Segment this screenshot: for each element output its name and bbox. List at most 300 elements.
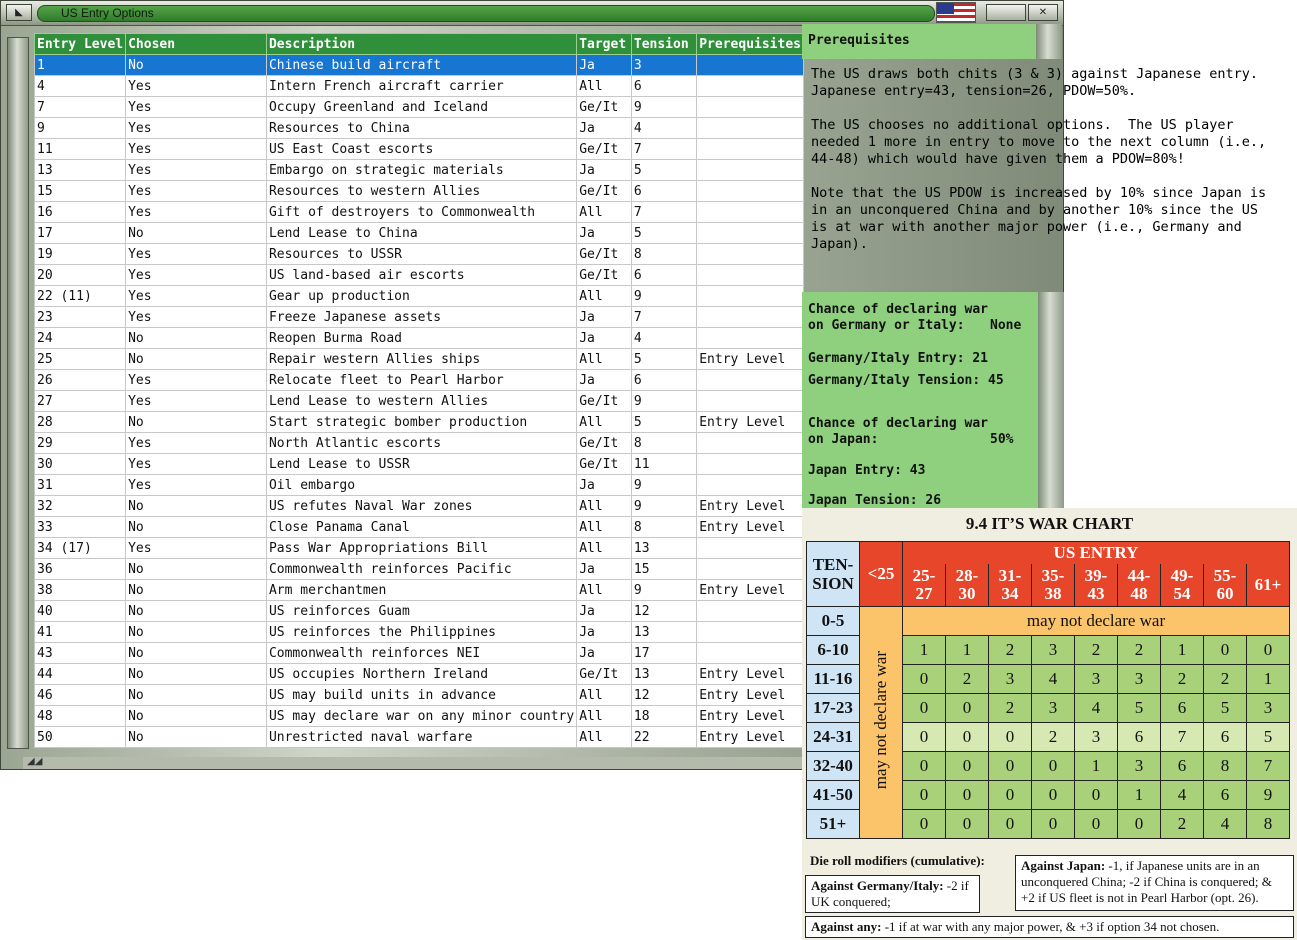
table-row[interactable] bbox=[35, 475, 804, 496]
table-cell[interactable]: 6 bbox=[631, 76, 696, 97]
table-cell[interactable] bbox=[697, 538, 804, 559]
table-cell[interactable]: 28 bbox=[35, 412, 126, 433]
table-cell[interactable]: Yes bbox=[126, 433, 267, 454]
table-cell[interactable]: Ja bbox=[577, 55, 632, 76]
table-cell[interactable]: 38 bbox=[35, 580, 126, 601]
table-cell[interactable]: Lend Lease to China bbox=[266, 223, 576, 244]
table-cell[interactable]: Yes bbox=[126, 181, 267, 202]
chart-cell: 1 bbox=[1075, 752, 1118, 781]
table-cell[interactable]: Start strategic bomber production bbox=[266, 412, 576, 433]
table-cell[interactable]: Close Panama Canal bbox=[266, 517, 576, 538]
table-cell[interactable]: All bbox=[577, 286, 632, 307]
table-cell[interactable]: 22 bbox=[631, 727, 696, 748]
table-cell[interactable]: Lend Lease to USSR bbox=[266, 454, 576, 475]
table-cell[interactable]: No bbox=[126, 706, 267, 727]
table-cell[interactable]: Ge/It bbox=[577, 391, 632, 412]
resize-grip-icon[interactable]: ◢◢ bbox=[27, 756, 43, 767]
modifier-ja-text: -1, if Japanese units are in an unconquered China; -2 if China is conquered; & +2 if US fleet is not in Pearl Harbor (opt. 26). bbox=[1021, 858, 1272, 905]
entry-col-header: 25- 27 bbox=[903, 564, 946, 607]
table-cell[interactable]: 9 bbox=[35, 118, 126, 139]
table-row[interactable] bbox=[35, 622, 804, 643]
table-cell[interactable]: 27 bbox=[35, 391, 126, 412]
table-cell[interactable]: Arm merchantmen bbox=[266, 580, 576, 601]
table-cell[interactable]: Ja bbox=[577, 475, 632, 496]
chart-cell: 2 bbox=[1118, 636, 1161, 665]
table-cell[interactable]: Ge/It bbox=[577, 97, 632, 118]
table-cell[interactable]: No bbox=[126, 55, 267, 76]
table-cell[interactable] bbox=[697, 559, 804, 580]
window-title: US Entry Options bbox=[61, 6, 154, 20]
chart-cell: 6 bbox=[1204, 723, 1247, 752]
table-row[interactable] bbox=[35, 517, 804, 538]
table-row[interactable] bbox=[35, 538, 804, 559]
table-cell[interactable]: All bbox=[577, 706, 632, 727]
table-cell[interactable]: Yes bbox=[126, 139, 267, 160]
table-cell[interactable]: Ja bbox=[577, 328, 632, 349]
modifier-ja-label: Against Japan: bbox=[1021, 858, 1106, 873]
table-cell[interactable]: US reinforces the Philippines bbox=[266, 622, 576, 643]
table-cell[interactable]: 50 bbox=[35, 727, 126, 748]
column-header[interactable]: Tension bbox=[631, 34, 696, 55]
table-cell[interactable]: All bbox=[577, 517, 632, 538]
table-cell[interactable]: 34 (17) bbox=[35, 538, 126, 559]
table-cell[interactable]: 7 bbox=[631, 307, 696, 328]
chart-cell: 5 bbox=[1204, 694, 1247, 723]
right-frame-rail bbox=[1036, 24, 1062, 59]
table-cell[interactable]: Yes bbox=[126, 286, 267, 307]
table-cell[interactable]: All bbox=[577, 580, 632, 601]
table-cell[interactable]: No bbox=[126, 727, 267, 748]
column-header[interactable]: Description bbox=[266, 34, 576, 55]
table-cell[interactable]: Ge/It bbox=[577, 664, 632, 685]
table-cell[interactable]: No bbox=[126, 685, 267, 706]
table-cell[interactable]: Ja bbox=[577, 307, 632, 328]
table-cell[interactable]: 31 bbox=[35, 475, 126, 496]
table-cell[interactable]: Embargo on strategic materials bbox=[266, 160, 576, 181]
table-row[interactable] bbox=[35, 97, 804, 118]
table-cell[interactable]: Entry Level bbox=[697, 412, 804, 433]
table-row[interactable] bbox=[35, 706, 804, 727]
chart-cell: 6 bbox=[1161, 752, 1204, 781]
entry-col-header: 28- 30 bbox=[946, 564, 989, 607]
table-row[interactable] bbox=[35, 118, 804, 139]
table-cell[interactable]: Intern French aircraft carrier bbox=[266, 76, 576, 97]
chart-cell: 0 bbox=[946, 781, 989, 810]
table-cell[interactable] bbox=[697, 160, 804, 181]
table-cell[interactable]: Ge/It bbox=[577, 433, 632, 454]
table-cell[interactable]: All bbox=[577, 76, 632, 97]
table-cell[interactable]: 33 bbox=[35, 517, 126, 538]
column-header[interactable]: Target bbox=[577, 34, 632, 55]
table-row[interactable] bbox=[35, 601, 804, 622]
ja-chance-line1: Chance of declaring war bbox=[808, 416, 989, 431]
chart-cell: 2 bbox=[1161, 665, 1204, 694]
table-cell[interactable]: Occupy Greenland and Iceland bbox=[266, 97, 576, 118]
title-pill bbox=[37, 5, 935, 22]
chart-cell: 0 bbox=[946, 810, 989, 839]
table-cell[interactable]: 30 bbox=[35, 454, 126, 475]
table-cell[interactable]: 4 bbox=[35, 76, 126, 97]
table-cell[interactable]: 20 bbox=[35, 265, 126, 286]
table-cell[interactable]: All bbox=[577, 202, 632, 223]
table-cell[interactable]: Lend Lease to western Allies bbox=[266, 391, 576, 412]
table-cell[interactable]: 9 bbox=[631, 286, 696, 307]
table-row[interactable] bbox=[35, 244, 804, 265]
chart-cell: 0 bbox=[1032, 810, 1075, 839]
table-cell[interactable]: 9 bbox=[631, 580, 696, 601]
restore-button[interactable] bbox=[986, 4, 1026, 21]
table-cell[interactable]: 12 bbox=[631, 685, 696, 706]
table-cell[interactable]: 5 bbox=[631, 160, 696, 181]
note-paragraph-1: The US draws both chits (3 & 3) against Japanese entry. Japanese entry=43, tension=26, PDOW=50%. bbox=[811, 66, 1259, 99]
table-cell[interactable] bbox=[697, 286, 804, 307]
table-cell[interactable]: 9 bbox=[631, 97, 696, 118]
table-cell[interactable]: Entry Level bbox=[697, 685, 804, 706]
modifier-ge-text: -2 if UK conquered; bbox=[811, 878, 969, 909]
entry-col-header: 39- 43 bbox=[1075, 564, 1118, 607]
chart-cell: 0 bbox=[1075, 781, 1118, 810]
table-cell[interactable]: Ge/It bbox=[577, 265, 632, 286]
table-cell[interactable]: 26 bbox=[35, 370, 126, 391]
table-cell[interactable]: 6 bbox=[631, 265, 696, 286]
table-cell[interactable]: Ja bbox=[577, 622, 632, 643]
table-cell[interactable]: Ja bbox=[577, 223, 632, 244]
table-cell[interactable]: No bbox=[126, 601, 267, 622]
column-header[interactable]: Entry Level bbox=[35, 34, 126, 55]
table-cell[interactable]: No bbox=[126, 664, 267, 685]
table-cell[interactable]: 9 bbox=[631, 391, 696, 412]
chart-cell: 0 bbox=[989, 810, 1032, 839]
table-cell[interactable]: 5 bbox=[631, 223, 696, 244]
tension-row-label: 41-50 bbox=[807, 781, 860, 810]
chart-cell: 0 bbox=[1032, 781, 1075, 810]
chart-cell: 0 bbox=[1075, 810, 1118, 839]
table-row[interactable] bbox=[35, 559, 804, 580]
table-cell[interactable] bbox=[697, 55, 804, 76]
table-cell[interactable]: No bbox=[126, 328, 267, 349]
chart-cell: 1 bbox=[1247, 665, 1290, 694]
table-cell[interactable]: 44 bbox=[35, 664, 126, 685]
table-cell[interactable]: Ja bbox=[577, 643, 632, 664]
table-cell[interactable]: Yes bbox=[126, 370, 267, 391]
chart-cell: 9 bbox=[1247, 781, 1290, 810]
table-cell[interactable]: 18 bbox=[631, 706, 696, 727]
table-row[interactable] bbox=[35, 664, 804, 685]
table-cell[interactable]: 9 bbox=[631, 475, 696, 496]
entry-col-header: 61+ bbox=[1247, 564, 1290, 607]
table-row[interactable] bbox=[35, 433, 804, 454]
table-cell[interactable]: 13 bbox=[631, 622, 696, 643]
chart-cell: 8 bbox=[1247, 810, 1290, 839]
table-cell[interactable]: 40 bbox=[35, 601, 126, 622]
table-cell[interactable]: Yes bbox=[126, 160, 267, 181]
table-cell[interactable] bbox=[697, 601, 804, 622]
table-cell[interactable]: Entry Level bbox=[697, 517, 804, 538]
table-cell[interactable]: Yes bbox=[126, 307, 267, 328]
table-cell[interactable]: 4 bbox=[631, 118, 696, 139]
table-cell[interactable]: 32 bbox=[35, 496, 126, 517]
table-cell[interactable]: Yes bbox=[126, 265, 267, 286]
table-cell[interactable]: North Atlantic escorts bbox=[266, 433, 576, 454]
table-row[interactable] bbox=[35, 727, 804, 748]
table-cell[interactable]: US East Coast escorts bbox=[266, 139, 576, 160]
table-cell[interactable]: Entry Level bbox=[697, 349, 804, 370]
table-cell[interactable]: Yes bbox=[126, 538, 267, 559]
table-cell[interactable]: 1 bbox=[35, 55, 126, 76]
table-cell[interactable]: 7 bbox=[35, 97, 126, 118]
table-cell[interactable]: Yes bbox=[126, 97, 267, 118]
table-cell[interactable]: No bbox=[126, 223, 267, 244]
table-cell[interactable]: US may build units in advance bbox=[266, 685, 576, 706]
table-cell[interactable]: Resources to China bbox=[266, 118, 576, 139]
table-cell[interactable]: Commonwealth reinforces NEI bbox=[266, 643, 576, 664]
chart-cell: 0 bbox=[903, 723, 946, 752]
table-cell[interactable] bbox=[697, 181, 804, 202]
table-cell[interactable] bbox=[697, 622, 804, 643]
chart-cell: 3 bbox=[1075, 723, 1118, 752]
column-header[interactable]: Prerequisites bbox=[697, 34, 804, 55]
table-cell[interactable]: 6 bbox=[631, 181, 696, 202]
table-cell[interactable]: All bbox=[577, 538, 632, 559]
table-cell[interactable]: All bbox=[577, 349, 632, 370]
chart-cell: 6 bbox=[1118, 723, 1161, 752]
chart-cell: 3 bbox=[1247, 694, 1290, 723]
table-cell[interactable]: Oil embargo bbox=[266, 475, 576, 496]
ge-tension: Germany/Italy Tension: 45 bbox=[808, 373, 1004, 388]
table-cell[interactable]: All bbox=[577, 685, 632, 706]
table-row[interactable] bbox=[35, 685, 804, 706]
table-cell[interactable]: Unrestricted naval warfare bbox=[266, 727, 576, 748]
table-cell[interactable] bbox=[697, 97, 804, 118]
chart-cell: 0 bbox=[903, 665, 946, 694]
table-row[interactable] bbox=[35, 370, 804, 391]
table-cell[interactable]: Repair western Allies ships bbox=[266, 349, 576, 370]
table-cell[interactable]: 17 bbox=[631, 643, 696, 664]
table-cell[interactable] bbox=[697, 643, 804, 664]
table-cell[interactable]: 6 bbox=[631, 370, 696, 391]
table-cell[interactable]: All bbox=[577, 496, 632, 517]
table-cell[interactable]: 24 bbox=[35, 328, 126, 349]
chart-cell: 7 bbox=[1247, 752, 1290, 781]
table-cell[interactable] bbox=[697, 433, 804, 454]
table-cell[interactable] bbox=[697, 391, 804, 412]
table-row[interactable] bbox=[35, 160, 804, 181]
table-cell[interactable]: 36 bbox=[35, 559, 126, 580]
table-cell[interactable] bbox=[697, 223, 804, 244]
table-cell[interactable]: All bbox=[577, 412, 632, 433]
table-row[interactable] bbox=[35, 454, 804, 475]
table-cell[interactable]: No bbox=[126, 496, 267, 517]
table-cell[interactable]: 8 bbox=[631, 433, 696, 454]
table-cell[interactable]: 7 bbox=[631, 139, 696, 160]
table-cell[interactable] bbox=[697, 328, 804, 349]
table-row[interactable] bbox=[35, 643, 804, 664]
table-cell[interactable]: Yes bbox=[126, 475, 267, 496]
table-row[interactable] bbox=[35, 328, 804, 349]
table-cell[interactable]: Chinese build aircraft bbox=[266, 55, 576, 76]
table-cell[interactable]: Ja bbox=[577, 559, 632, 580]
war-chart-table bbox=[806, 541, 1290, 839]
table-cell[interactable]: Entry Level bbox=[697, 580, 804, 601]
table-row[interactable] bbox=[35, 139, 804, 160]
table-cell[interactable]: Yes bbox=[126, 202, 267, 223]
table-cell[interactable]: 11 bbox=[35, 139, 126, 160]
table-cell[interactable]: 3 bbox=[631, 55, 696, 76]
table-cell[interactable]: 8 bbox=[631, 244, 696, 265]
table-cell[interactable]: 48 bbox=[35, 706, 126, 727]
its-war-chart bbox=[802, 508, 1297, 940]
table-cell[interactable]: No bbox=[126, 580, 267, 601]
ja-tension: Japan Tension: 26 bbox=[808, 493, 942, 508]
may-not-declare-vertical: may not declare war bbox=[871, 650, 890, 790]
table-cell[interactable]: 25 bbox=[35, 349, 126, 370]
ja-chance-value: 50% bbox=[990, 432, 1014, 447]
table-cell[interactable]: 8 bbox=[631, 517, 696, 538]
table-row[interactable] bbox=[35, 391, 804, 412]
table-cell[interactable]: Freeze Japanese assets bbox=[266, 307, 576, 328]
table-cell[interactable]: US reinforces Guam bbox=[266, 601, 576, 622]
chart-cell: 2 bbox=[1075, 636, 1118, 665]
modifier-japan bbox=[1015, 855, 1294, 911]
table-row[interactable] bbox=[35, 286, 804, 307]
table-cell[interactable]: 19 bbox=[35, 244, 126, 265]
table-row[interactable] bbox=[35, 496, 804, 517]
table-cell[interactable]: Relocate fleet to Pearl Harbor bbox=[266, 370, 576, 391]
modifier-ge-label: Against Germany/Italy: bbox=[811, 878, 944, 893]
table-row[interactable] bbox=[35, 55, 804, 76]
table-cell[interactable]: 16 bbox=[35, 202, 126, 223]
title-bar[interactable] bbox=[1, 1, 1063, 26]
table-cell[interactable]: No bbox=[126, 622, 267, 643]
entry-col-header: 35- 38 bbox=[1032, 564, 1075, 607]
table-row[interactable] bbox=[35, 202, 804, 223]
chart-cell: 0 bbox=[946, 694, 989, 723]
table-cell[interactable] bbox=[697, 370, 804, 391]
may-not-declare-row: may not declare war bbox=[903, 607, 1290, 636]
table-cell[interactable]: No bbox=[126, 559, 267, 580]
table-cell[interactable]: 5 bbox=[631, 349, 696, 370]
chart-cell: 0 bbox=[1118, 810, 1161, 839]
table-cell[interactable] bbox=[697, 475, 804, 496]
table-cell[interactable]: No bbox=[126, 349, 267, 370]
table-cell[interactable]: 15 bbox=[35, 181, 126, 202]
table-cell[interactable]: 46 bbox=[35, 685, 126, 706]
table-row[interactable] bbox=[35, 223, 804, 244]
table-cell[interactable]: 7 bbox=[631, 202, 696, 223]
table-cell[interactable] bbox=[697, 202, 804, 223]
table-cell[interactable]: Entry Level bbox=[697, 496, 804, 517]
table-cell[interactable]: 22 (11) bbox=[35, 286, 126, 307]
table-cell[interactable]: Ja bbox=[577, 118, 632, 139]
table-row[interactable] bbox=[35, 412, 804, 433]
table-cell[interactable]: Entry Level bbox=[697, 664, 804, 685]
table-row[interactable] bbox=[35, 265, 804, 286]
table-cell[interactable]: Gear up production bbox=[266, 286, 576, 307]
table-cell[interactable]: Ge/It bbox=[577, 244, 632, 265]
chart-cell: 3 bbox=[1075, 665, 1118, 694]
table-cell[interactable]: Resources to USSR bbox=[266, 244, 576, 265]
table-row[interactable] bbox=[35, 307, 804, 328]
chart-cell: 3 bbox=[989, 665, 1032, 694]
chart-cell: 3 bbox=[1032, 694, 1075, 723]
chart-cell: 3 bbox=[1118, 665, 1161, 694]
table-cell[interactable] bbox=[697, 118, 804, 139]
table-cell[interactable]: US may declare war on any minor country bbox=[266, 706, 576, 727]
table-cell[interactable] bbox=[697, 454, 804, 475]
table-cell[interactable]: Gift of destroyers to Commonwealth bbox=[266, 202, 576, 223]
table-cell[interactable]: Entry Level bbox=[697, 727, 804, 748]
table-cell[interactable]: Ja bbox=[577, 160, 632, 181]
table-cell[interactable]: 12 bbox=[631, 601, 696, 622]
close-button[interactable]: ✕ bbox=[1028, 4, 1058, 21]
table-cell[interactable]: Ge/It bbox=[577, 454, 632, 475]
table-cell[interactable]: Resources to western Allies bbox=[266, 181, 576, 202]
right-frame-rail-lower bbox=[1038, 292, 1064, 508]
table-row[interactable] bbox=[35, 580, 804, 601]
table-cell[interactable]: Ge/It bbox=[577, 139, 632, 160]
table-row[interactable] bbox=[35, 349, 804, 370]
table-cell[interactable] bbox=[697, 244, 804, 265]
table-cell[interactable]: All bbox=[577, 727, 632, 748]
table-cell[interactable]: 11 bbox=[631, 454, 696, 475]
table-cell[interactable]: Ja bbox=[577, 370, 632, 391]
table-cell[interactable]: Pass War Appropriations Bill bbox=[266, 538, 576, 559]
tension-row-label: 24-31 bbox=[807, 723, 860, 752]
table-cell[interactable]: Reopen Burma Road bbox=[266, 328, 576, 349]
table-cell[interactable]: Yes bbox=[126, 391, 267, 412]
table-cell[interactable]: 43 bbox=[35, 643, 126, 664]
table-cell[interactable]: Yes bbox=[126, 244, 267, 265]
table-cell[interactable]: No bbox=[126, 412, 267, 433]
chart-cell: 3 bbox=[1118, 752, 1161, 781]
table-cell[interactable]: 29 bbox=[35, 433, 126, 454]
table-cell[interactable]: 15 bbox=[631, 559, 696, 580]
column-header[interactable]: Chosen bbox=[126, 34, 267, 55]
table-cell[interactable] bbox=[697, 265, 804, 286]
ge-chance-value: None bbox=[990, 318, 1022, 333]
tension-row-label: 17-23 bbox=[807, 694, 860, 723]
table-cell[interactable]: 13 bbox=[631, 664, 696, 685]
table-cell[interactable]: 5 bbox=[631, 412, 696, 433]
table-cell[interactable]: US occupies Northern Ireland bbox=[266, 664, 576, 685]
table-row[interactable] bbox=[35, 76, 804, 97]
table-cell[interactable]: 41 bbox=[35, 622, 126, 643]
table-cell[interactable]: 9 bbox=[631, 496, 696, 517]
table-cell[interactable]: 17 bbox=[35, 223, 126, 244]
table-cell[interactable]: Yes bbox=[126, 118, 267, 139]
table-cell[interactable]: US land-based air escorts bbox=[266, 265, 576, 286]
table-cell[interactable]: 13 bbox=[631, 538, 696, 559]
table-cell[interactable]: 23 bbox=[35, 307, 126, 328]
table-cell[interactable]: Ja bbox=[577, 601, 632, 622]
table-cell[interactable]: No bbox=[126, 643, 267, 664]
table-cell[interactable]: Entry Level bbox=[697, 706, 804, 727]
table-cell[interactable]: US refutes Naval War zones bbox=[266, 496, 576, 517]
table-cell[interactable]: 13 bbox=[35, 160, 126, 181]
table-row[interactable] bbox=[35, 181, 804, 202]
table-cell[interactable]: No bbox=[126, 517, 267, 538]
table-cell[interactable] bbox=[697, 307, 804, 328]
table-cell[interactable]: Yes bbox=[126, 76, 267, 97]
table-cell[interactable] bbox=[697, 76, 804, 97]
table-cell[interactable]: Commonwealth reinforces Pacific bbox=[266, 559, 576, 580]
table-cell[interactable]: 4 bbox=[631, 328, 696, 349]
table-cell[interactable]: Yes bbox=[126, 454, 267, 475]
chart-cell: 1 bbox=[1161, 636, 1204, 665]
table-cell[interactable]: Ge/It bbox=[577, 181, 632, 202]
minimize-button[interactable]: ◣ bbox=[6, 4, 32, 21]
table-cell[interactable] bbox=[697, 139, 804, 160]
